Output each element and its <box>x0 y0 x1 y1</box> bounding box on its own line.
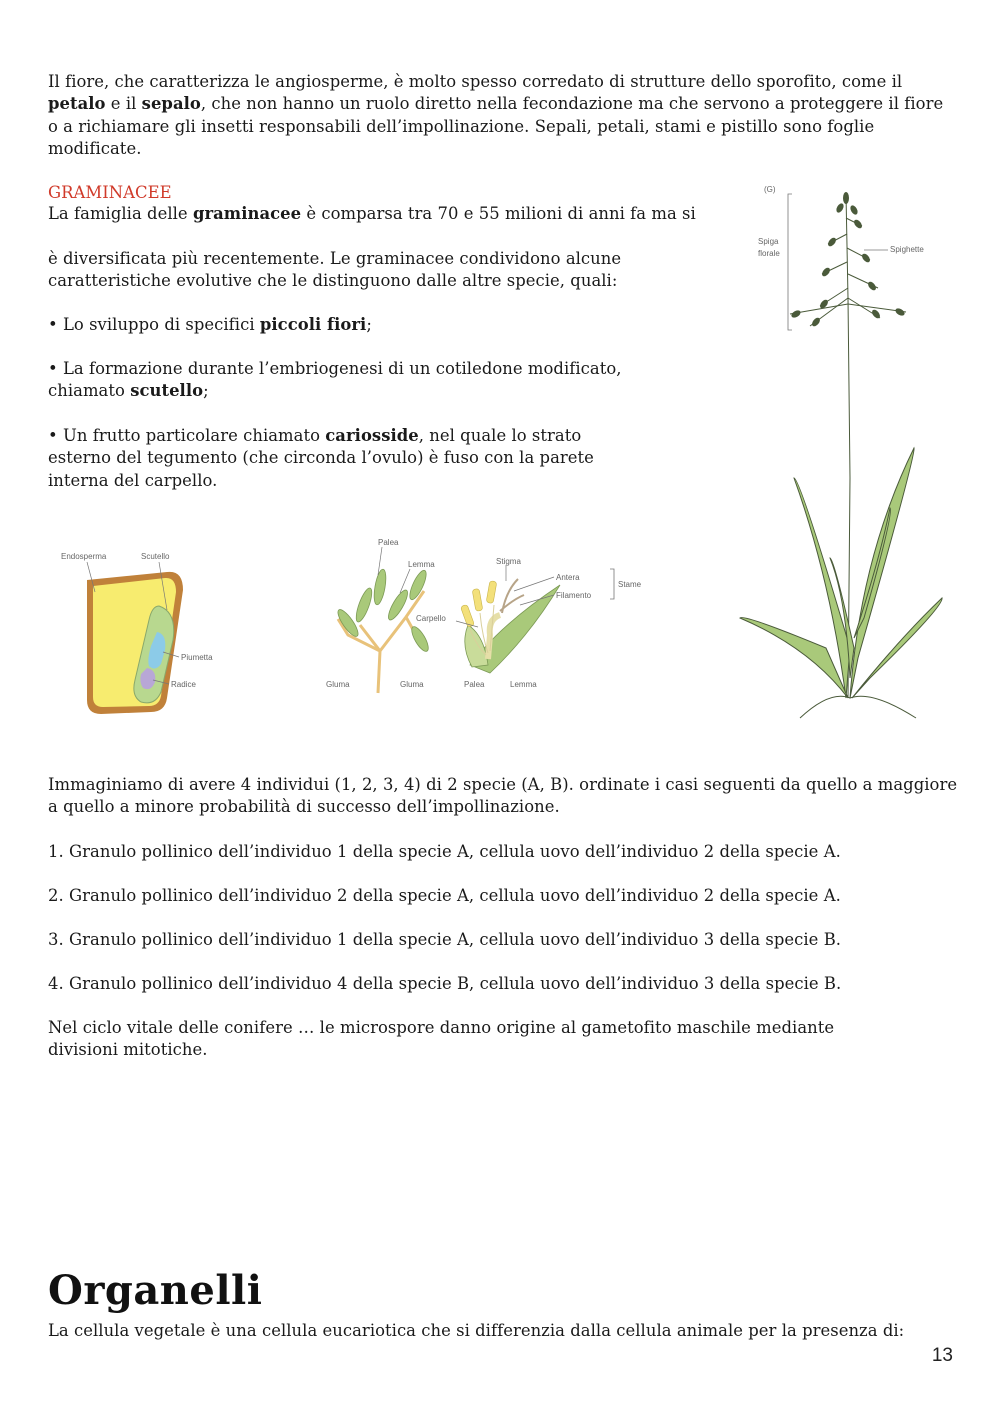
label-filamento: Filamento <box>556 591 592 600</box>
label-scutello: Scutello <box>141 552 170 561</box>
intro-text-3: , che non hanno un ruolo diretto nella fecondazione ma che servono a proteggere il fiore o a richiamare gli insetti responsabili dell’impollinazione. Sepali, petali, stami e pistillo sono foglie modificate. <box>48 94 944 158</box>
graminacee-intro-cont: è diversificata più recentemente. Le graminacee condividono alcune caratteristiche evolutive che le distinguono dalle altre specie, quali: <box>48 249 622 291</box>
bullet-piccoli-fiori <box>48 314 708 336</box>
label-spiga-2: florale <box>758 249 780 258</box>
question-item-2: 2. Granulo pollinico dell’individuo 2 della specie A, cellula uovo dell’individuo 2 della specie A. <box>48 886 841 905</box>
bullet2-end: ; <box>203 381 209 401</box>
term-scutello: scutello <box>130 381 204 401</box>
grass-base <box>800 696 916 718</box>
label-antera: Antera <box>556 573 580 582</box>
label-lemma-flower: Lemma <box>510 680 537 689</box>
label-spighette: Spighette <box>890 245 924 254</box>
intro-paragraph <box>48 71 958 160</box>
label-gluma-1: Gluma <box>326 680 350 689</box>
graminacee-intro-line <box>48 203 708 225</box>
label-endosperma: Endosperma <box>61 552 107 561</box>
label-piumetta: Piumetta <box>181 653 213 662</box>
bullet3-text: • Un frutto particolare chiamato <box>48 426 326 445</box>
seed-section-figure <box>55 540 235 720</box>
label-palea: Palea <box>378 538 399 547</box>
bullet3-end: , nel quale lo strato esterno del tegumento (che circonda l’ovulo) è fuso con la parete interna del carpello. <box>48 426 594 490</box>
intro-text-2: e il <box>105 94 142 114</box>
bullet-scutello <box>48 358 668 403</box>
grass-flower-figure <box>410 555 655 695</box>
bullet2-text: • La formazione durante l’embriogenesi di un cotiledone modificato, chiamato <box>48 359 622 401</box>
question-item-4: 4. Granulo pollinico dell’individuo 4 della specie B, cellula uovo dell’individuo 3 della specie B. <box>48 974 842 993</box>
flower-stigma <box>500 579 524 613</box>
label-tag-g: (G) <box>764 185 776 194</box>
bullet1-text: • Lo sviluppo di specifici <box>48 315 260 334</box>
graminacee-intro-a: La famiglia delle <box>48 204 193 223</box>
question-item-3: 3. Granulo pollinico dell’individuo 1 della specie A, cellula uovo dell’individuo 3 della specie B. <box>48 930 842 949</box>
bullet1-end: ; <box>366 315 372 334</box>
term-sepalo: sepalo <box>141 94 201 114</box>
label-stame: Stame <box>618 580 642 589</box>
flower-palea-shape <box>465 625 488 667</box>
flower-anther-2 <box>472 588 483 611</box>
label-stigma: Stigma <box>496 557 521 566</box>
question-intro: Immaginiamo di avere 4 individui (1, 2, 3, 4) di 2 specie (A, B). ordinate i casi seguenti da quello a maggiore a quello a minore probabilità di successo dell’impollinazione. <box>48 775 958 817</box>
term-petalo: petalo <box>48 94 106 114</box>
spikelet-floret-1 <box>353 586 375 623</box>
conifers-paragraph: Nel ciclo vitale delle conifere … le microspore danno origine al gametofito maschile mediante divisioni mitotiche. <box>48 1018 835 1060</box>
label-spiga-1: Spiga <box>758 237 779 246</box>
stame-bracket <box>610 569 614 599</box>
flower-anther-3 <box>486 581 497 604</box>
bullet-cariosside <box>48 425 633 492</box>
question-item-1: 1. Granulo pollinico dell’individuo 1 della specie A, cellula uovo dell’individuo 2 della specie A. <box>48 842 841 861</box>
grass-plant-figure <box>730 178 955 723</box>
label-gluma-2: Gluma <box>400 680 424 689</box>
spiga-bracket <box>788 194 792 330</box>
term-piccoli-fiori: piccoli fiori <box>259 315 367 334</box>
graminacee-heading: GRAMINACEE <box>48 183 172 202</box>
label-palea-flower: Palea <box>464 680 485 689</box>
leader-lemma <box>400 569 410 593</box>
leader-antera <box>514 577 554 591</box>
term-graminacee: graminacee <box>192 204 302 223</box>
label-carpello: Carpello <box>416 614 446 623</box>
page-number: 13 <box>931 1345 953 1366</box>
label-lemma: Lemma <box>408 560 435 569</box>
term-cariosside: cariosside <box>325 426 419 445</box>
organelli-text: La cellula vegetale è una cellula eucariotica che si differenzia dalla cellula animale per la presenza di: <box>48 1321 905 1340</box>
label-radice: Radice <box>171 680 196 689</box>
intro-text-1: Il fiore, che caratterizza le angiosperme, è molto spesso corredato di strutture dello sporofito, come il <box>48 72 903 91</box>
graminacee-intro-c: è comparsa tra 70 e 55 milioni di anni fa ma si <box>301 204 696 223</box>
spikelet-floret-2 <box>372 568 388 605</box>
organelli-heading: Organelli <box>48 1267 263 1314</box>
grass-leaves <box>740 448 942 698</box>
